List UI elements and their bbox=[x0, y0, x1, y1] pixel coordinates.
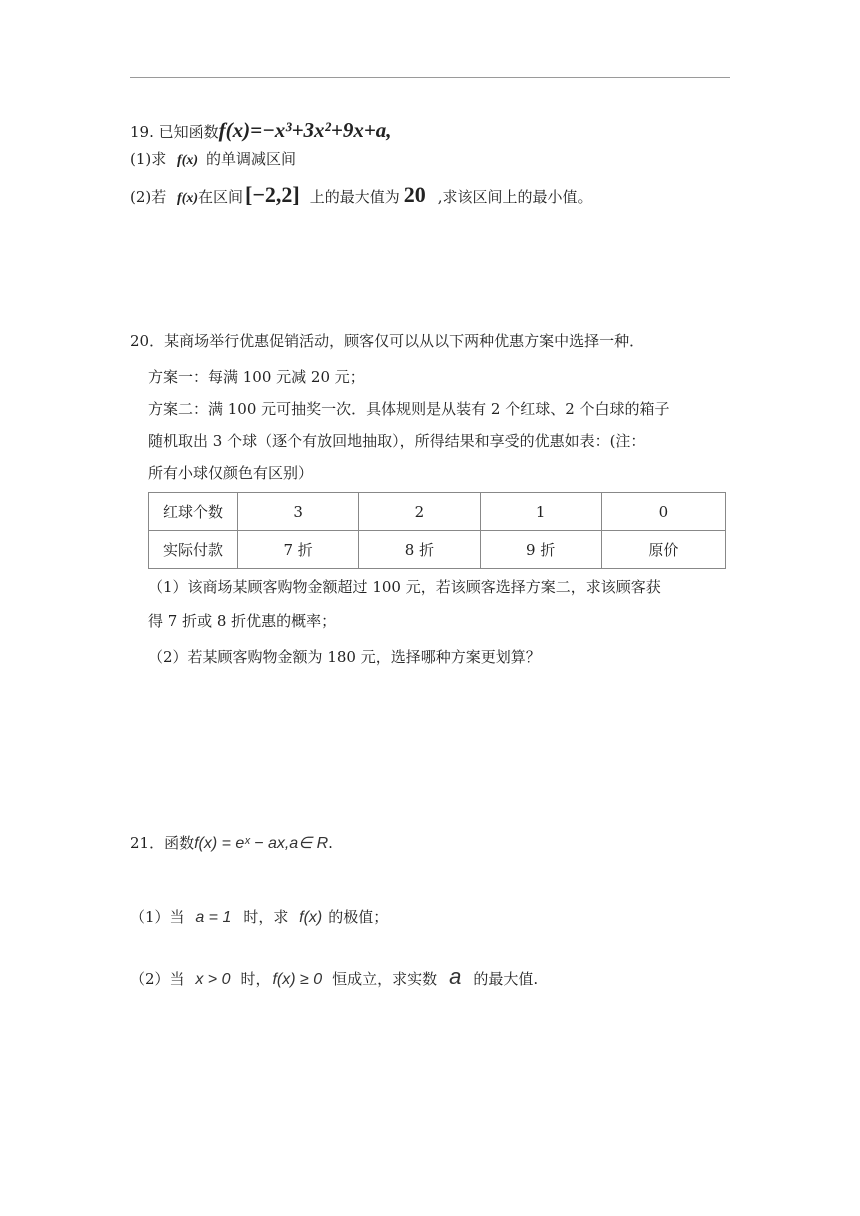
q19-part2-suffix: ,求该区间上的最小值。 bbox=[437, 188, 593, 206]
q21-number: 21．函数 bbox=[130, 834, 195, 852]
q20-plan2-line1: 方案二：满 100 元可抽奖一次．具体规则是从装有 2 个红球、2 个白球的箱子 bbox=[148, 400, 670, 418]
q20-sub2: （2）若某顾客购物金额为 180 元，选择哪种方案更划算？ bbox=[148, 648, 541, 666]
q21-part2-mid2: 恒成立，求实数 bbox=[332, 970, 438, 988]
table-cell: 1 bbox=[480, 493, 601, 531]
q21-part1-fx: f(x) bbox=[299, 909, 323, 926]
q19-interval: [−2,2] bbox=[245, 182, 300, 207]
table-cell: 原价 bbox=[601, 531, 725, 569]
q21-function: f(x) = eˣ − ax,a∈ R bbox=[194, 835, 329, 852]
q21-cond2: x > 0 bbox=[195, 971, 231, 988]
q21-stem bbox=[130, 832, 333, 853]
q19-number: 19. 已知函数 bbox=[130, 123, 219, 141]
q20-sub1-line2: 得 7 折或 8 折优惠的概率； bbox=[148, 612, 337, 630]
q21-part1-prefix: （1）当 bbox=[130, 908, 185, 926]
q19-part2-prefix: (2)若 bbox=[130, 188, 167, 206]
table-row bbox=[149, 493, 726, 531]
q20-discount-table bbox=[148, 492, 726, 569]
table-row bbox=[149, 531, 726, 569]
q20-sub1-line1: （1）该商场某顾客购物金额超过 100 元，若该顾客选择方案二，求该顾客获 bbox=[148, 578, 661, 596]
table-cell: 7 折 bbox=[238, 531, 359, 569]
q19-part2 bbox=[130, 182, 593, 208]
table-cell: 红球个数 bbox=[149, 493, 238, 531]
q19-part1-suffix: 的单调减区间 bbox=[206, 150, 297, 168]
q19-part1 bbox=[130, 148, 296, 169]
q19-part1-fx: f(x) bbox=[177, 153, 199, 168]
q21-part2-suffix: 的最大值. bbox=[473, 970, 539, 988]
q21-part1-mid: 时，求 bbox=[243, 908, 289, 926]
table-cell: 3 bbox=[238, 493, 359, 531]
q21-cond1: a = 1 bbox=[195, 909, 232, 926]
table-cell: 2 bbox=[359, 493, 480, 531]
table-cell: 8 折 bbox=[359, 531, 480, 569]
q20-plan1: 方案一：每满 100 元减 20 元； bbox=[148, 368, 365, 386]
table-cell: 0 bbox=[601, 493, 725, 531]
q21-part2-mid: 时， bbox=[240, 970, 271, 988]
q20-plan2-line2: 随机取出 3 个球（逐个有放回地抽取），所得结果和享受的优惠如表：(注： bbox=[148, 432, 646, 450]
q21-part1-suffix: 的极值； bbox=[328, 908, 389, 926]
q21-part2-prefix: （2）当 bbox=[130, 970, 185, 988]
q21-part2 bbox=[130, 964, 538, 990]
q21-variable: a bbox=[449, 964, 462, 989]
q19-part2-mid2: 上的最大值为 bbox=[309, 188, 400, 206]
q19-part1-prefix: (1)求 bbox=[130, 150, 167, 168]
q20-plan2-line3: 所有小球仅颜色有区别） bbox=[148, 464, 314, 482]
header-rule bbox=[130, 77, 730, 78]
q19-maxval: 20 bbox=[403, 182, 426, 207]
table-cell: 9 折 bbox=[480, 531, 601, 569]
q20-intro: 20．某商场举行优惠促销活动，顾客仅可以从以下两种优惠方案中选择一种． bbox=[130, 332, 645, 350]
q21-inequality: f(x) ≥ 0 bbox=[272, 971, 323, 988]
q19-stem bbox=[130, 118, 392, 143]
q19-part2-fx: f(x) bbox=[177, 191, 199, 206]
q19-part2-mid: 在区间 bbox=[198, 188, 244, 206]
table-cell: 实际付款 bbox=[149, 531, 238, 569]
q21-part1 bbox=[130, 906, 388, 927]
q19-function: f(x)=−x³+3x²+9x+a, bbox=[218, 118, 392, 142]
q21-period: . bbox=[328, 834, 333, 852]
